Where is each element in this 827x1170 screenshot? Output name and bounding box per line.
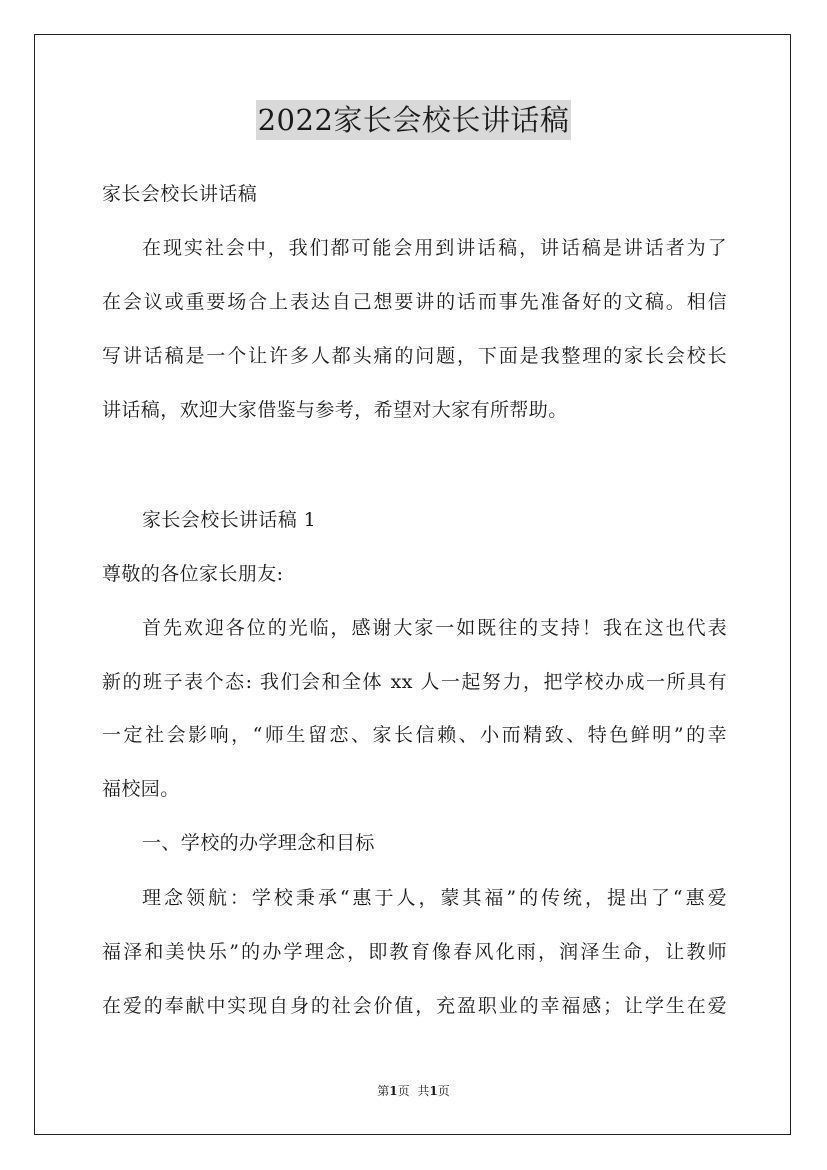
para2-line-2: 福泽和美快乐”的办学理念，即教育像春风化雨，润泽生命，让教师 — [102, 941, 727, 963]
footer-page-number: 1 — [389, 1084, 398, 1098]
intro-line-3: 写讲话稿是一个让许多人都头痛的问题，下面是我整理的家长会校长 — [102, 345, 727, 367]
document-subtitle: 家长会校长讲话稿 — [102, 183, 258, 205]
footer-page-prefix: 第 — [377, 1084, 390, 1098]
para1-line-2: 新的班子表个态: 我们会和全体 xx 人一起努力，把学校办成一所具有 — [102, 671, 727, 693]
point-heading: 一、学校的办学理念和目标 — [142, 832, 375, 854]
para2-line-1: 理念领航：学校秉承“惠于人，蒙其福”的传统，提出了“惠爱 — [142, 887, 727, 909]
title-container — [0, 100, 827, 140]
page-footer — [0, 1083, 827, 1099]
para1-line-4: 福校园。 — [102, 778, 180, 800]
intro-line-4: 讲话稿，欢迎大家借鉴与参考，希望对大家有所帮助。 — [102, 399, 568, 421]
footer-total-suffix: 页 — [437, 1084, 450, 1098]
para1-line-3: 一定社会影响，“师生留恋、家长信赖、小而精致、特色鲜明”的幸 — [102, 724, 727, 746]
document-title: 2022家长会校长讲话稿 — [256, 100, 572, 140]
footer-page-suffix: 页 — [397, 1084, 410, 1098]
footer-total-number: 1 — [429, 1084, 438, 1098]
intro-line-2: 在会议或重要场合上表达自己想要讲的话而事先准备好的文稿。相信 — [102, 291, 727, 313]
para1-line-1: 首先欢迎各位的光临，感谢大家一如既往的支持！我在这也代表 — [142, 617, 727, 639]
footer-total-prefix: 共 — [417, 1084, 430, 1098]
salutation: 尊敬的各位家长朋友: — [102, 563, 284, 585]
intro-line-1: 在现实社会中，我们都可能会用到讲话稿，讲话稿是讲话者为了 — [142, 237, 727, 259]
section-heading: 家长会校长讲话稿 1 — [142, 509, 317, 531]
para2-line-3: 在爱的奉献中实现自身的社会价值，充盈职业的幸福感；让学生在爱 — [102, 995, 727, 1017]
